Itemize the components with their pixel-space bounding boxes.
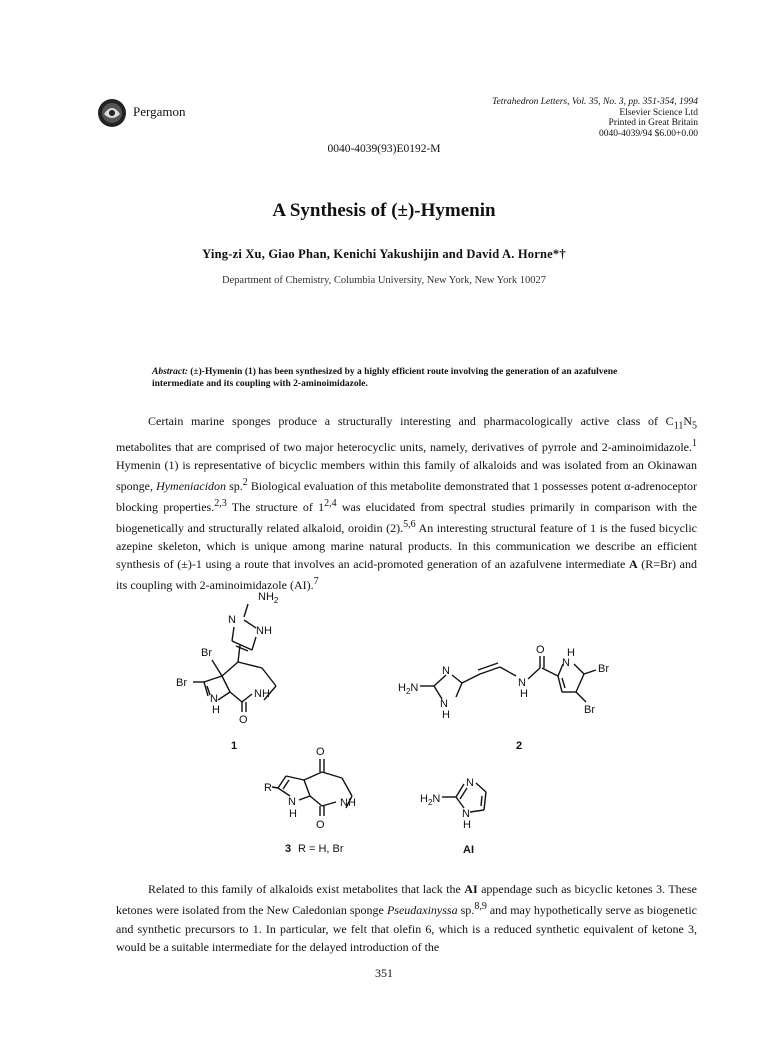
atom-h-2c: H bbox=[520, 688, 528, 700]
journal-publisher: Elsevier Science Ltd bbox=[619, 107, 698, 118]
ai-structure bbox=[420, 777, 486, 856]
compound-1-label: 1 bbox=[231, 740, 238, 752]
atom-r-3: R bbox=[264, 782, 272, 794]
atom-br-1b: Br bbox=[176, 677, 187, 689]
atom-n-2d: N bbox=[562, 657, 570, 669]
article-doi: 0040-4039(93)E0192-M bbox=[327, 143, 441, 155]
journal-price: 0040-4039/94 $6.00+0.00 bbox=[598, 128, 698, 139]
atom-br-2b: Br bbox=[584, 704, 595, 716]
journal-citation: Tetrahedron Letters, Vol. 35, No. 3, pp. 351-354, 1994 bbox=[492, 97, 698, 107]
atom-h2n-2: $H_2N$ bbox=[398, 682, 419, 696]
article-affiliation: Department of Chemistry, Columbia University, New York, New York 10027 bbox=[221, 275, 547, 286]
ai-label: AI bbox=[463, 844, 474, 856]
compound-2-structure bbox=[398, 644, 609, 752]
atom-n-2b: N bbox=[440, 698, 448, 710]
atom-h-ai: H bbox=[463, 819, 471, 831]
atom-n-2c: N bbox=[518, 677, 526, 689]
body-paragraph-1: Certain marine sponges produce a structurally interesting and pharmacologically active class of $C_{11}N_5$ metabolites that are comprised of two major heterocyclic units, namely, derivatives of pyrrole and 2-aminoimidazole.$^1$ Hymenin (1) is representative of bicyclic members within this family of alkaloids and was isolated from an Okinawan sponge, Hymeniacidon sp.$^2$ Biological evaluation of this metabolite demonstrated that 1 possesses potent α-adrenoceptor blocking properties.$^{2,3}$ The structure of 1$^{2,4}$ was elucidated from spectral studies primarily in comparison with the biogenetically and structurally related alkaloid, oroidin (2).$^{5,6}$ An interesting structural feature of 1 is the fused bicyclic azepine skeleton, which is unique among marine natural products. In this communication we describe an efficient synthesis of (±)-1 using a route that involves an acid-promoted generation of an azafulvene intermediate A (R=Br) and its coupling with 2-aminoimidazole (AI).$^7$ bbox=[116, 414, 698, 593]
atom-n-2a: N bbox=[442, 665, 450, 677]
compound-3-label: 3 bbox=[285, 843, 292, 855]
atom-h2n-ai: $H_2N$ bbox=[420, 793, 441, 807]
atom-nh: NH bbox=[256, 625, 272, 637]
page-number: 351 bbox=[375, 966, 393, 980]
article-title: A Synthesis of (±)-Hymenin bbox=[272, 200, 496, 221]
atom-n-1: N bbox=[210, 693, 218, 705]
compound-2-label: 2 bbox=[516, 740, 523, 752]
atom-o-1: O bbox=[239, 714, 248, 726]
atom-nh2: $NH_2$ bbox=[258, 591, 279, 605]
article-authors: Ying-zi Xu, Giao Phan, Kenichi Yakushijin and David A. Horne*† bbox=[202, 247, 566, 261]
body-paragraph-2: Related to this family of alkaloids exist metabolites that lack the AI appendage such as bicyclic ketones 3. These ketones were isolated from the New Caledonian sponge Pseudaxinyssa sp.$^{8,9}$ and may hypothetically serve as biogenetic and synthetic precursors to 1. In particular, we felt that olefin 6, which is a reduced synthetic equivalent of ketone 3, would be a suitable intermediate for the delayed introduction of the bbox=[116, 882, 697, 955]
abstract-text: (±)-Hymenin (1) has been synthesized by a highly efficient route involving the generation of an azafulvene intermediate and its coupling with 2-aminoimidazole. bbox=[152, 367, 618, 390]
atom-nh-3: NH bbox=[340, 797, 356, 809]
atom-n-3: N bbox=[288, 796, 296, 808]
atom-br-1a: Br bbox=[201, 647, 212, 659]
compound-1-structure bbox=[176, 591, 279, 752]
atom-h-2: H bbox=[442, 709, 450, 721]
atom-br-2a: Br bbox=[598, 663, 609, 675]
publisher-name: Pergamon bbox=[133, 104, 186, 119]
atom-o-3a: O bbox=[316, 746, 325, 758]
atom-nh-1: NH bbox=[254, 688, 270, 700]
atom-h-2d: H bbox=[567, 647, 575, 659]
atom-n-ai-b: N bbox=[462, 808, 470, 820]
atom-h-1: H bbox=[212, 704, 220, 716]
atom-o-3b: O bbox=[316, 819, 325, 831]
compound-3-r-note: R = H, Br bbox=[298, 843, 344, 855]
atom-o-2: O bbox=[536, 644, 545, 656]
journal-printed: Printed in Great Britain bbox=[608, 118, 698, 129]
atom-h-3: H bbox=[289, 808, 297, 820]
compound-3-structure bbox=[264, 746, 356, 855]
abstract-label: Abstract: bbox=[152, 367, 188, 377]
atom-n: N bbox=[228, 614, 236, 626]
atom-n-ai-a: N bbox=[466, 777, 474, 789]
